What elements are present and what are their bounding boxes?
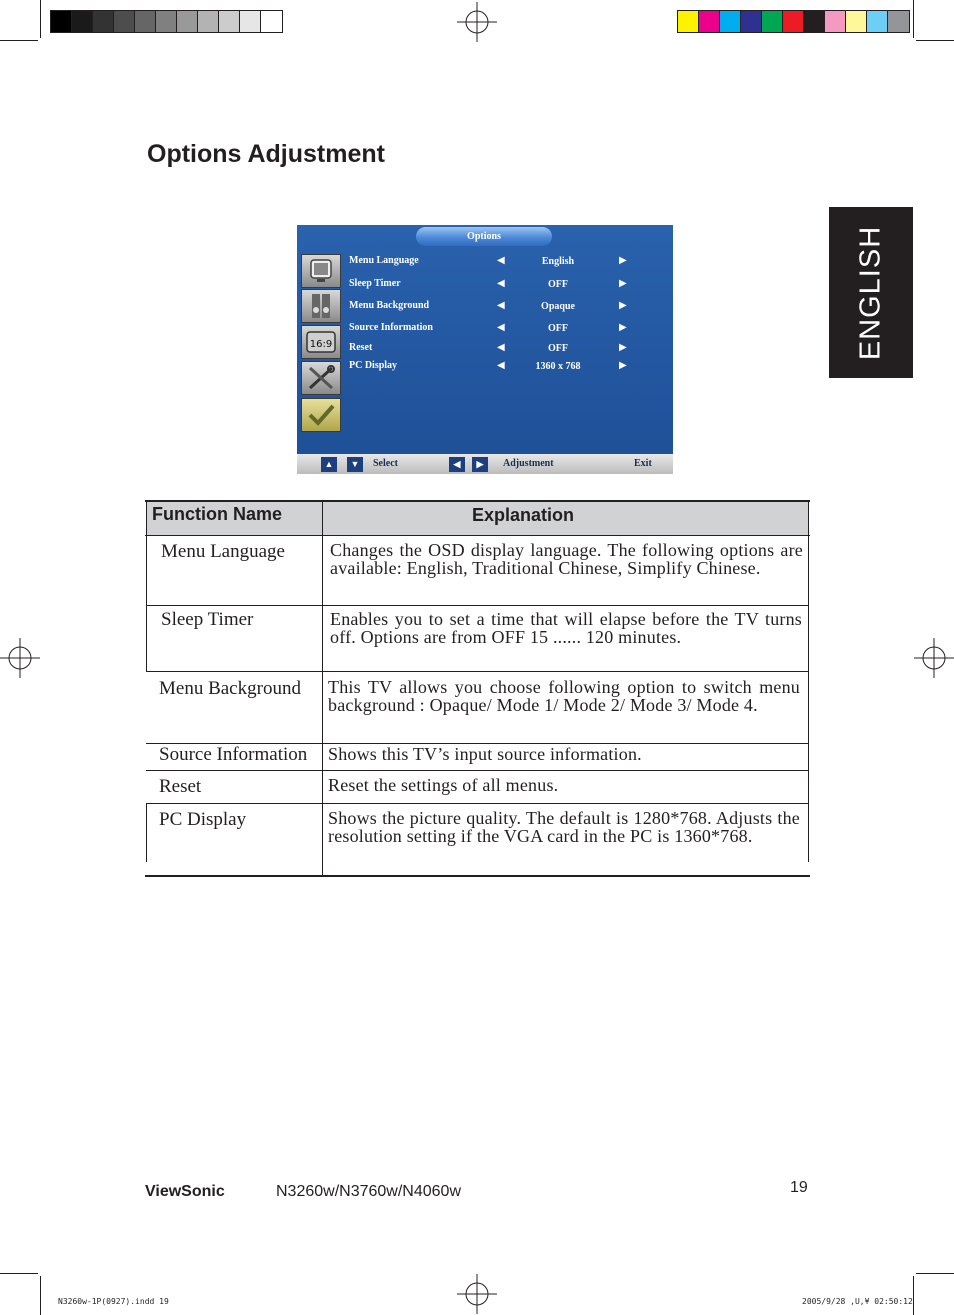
row-rule xyxy=(146,605,809,606)
color-swatch xyxy=(846,11,867,32)
tv-icon xyxy=(301,254,341,288)
table-left-rule xyxy=(146,803,147,862)
color-swatch xyxy=(219,11,240,32)
color-swatch xyxy=(240,11,261,32)
right-arrow-icon: ▶ xyxy=(619,255,627,266)
row-rule xyxy=(146,803,809,804)
osd-menu-item: Menu Language xyxy=(349,255,419,266)
osd-menu-value: Opaque xyxy=(541,301,575,312)
osd-select-label: Select xyxy=(373,458,398,469)
explanation-cell: Enables you to set a time that will elapse before the TV turns off. Options are from OFF 15 ...... 120 minutes. xyxy=(330,609,802,647)
osd-bottom-bar xyxy=(297,454,673,474)
explanation-cell: Changes the OSD display language. The following options are available: English, Traditional Chinese, Simplify Chinese. xyxy=(330,540,803,578)
color-swatch xyxy=(783,11,804,32)
right-arrow-icon: ▶ xyxy=(619,342,627,353)
header-explanation: Explanation xyxy=(472,505,575,525)
color-swatch xyxy=(114,11,135,32)
right-arrow-icon: ▶ xyxy=(619,278,627,289)
color-swatch xyxy=(720,11,741,32)
tools-icon xyxy=(301,361,341,395)
crop-mark xyxy=(0,1273,38,1274)
left-arrow-icon: ◀ xyxy=(497,360,505,371)
explanation-cell: Shows the picture quality. The default is 1280*768. Adjusts the resolution setting if the VGA card in the PC is 1360*768. xyxy=(328,808,800,846)
function-name-cell: Source Information xyxy=(159,744,308,765)
explanation-cell: Reset the settings of all menus. xyxy=(328,775,559,795)
table-left-rule xyxy=(146,502,147,671)
color-swatch xyxy=(825,11,846,32)
color-swatch xyxy=(156,11,177,32)
osd-menu-value: OFF xyxy=(548,343,568,354)
registration-mark-icon xyxy=(457,2,497,42)
language-tab-label: ENGLISH xyxy=(854,225,887,360)
registration-mark-icon xyxy=(914,638,954,678)
language-tab xyxy=(829,207,913,378)
header-function-name: Function Name xyxy=(152,504,283,524)
process-color-bar xyxy=(677,10,910,33)
right-arrow-icon: ▶ xyxy=(472,457,488,472)
crop-mark xyxy=(0,40,38,41)
left-arrow-icon: ◀ xyxy=(497,255,505,266)
gray-color-bar xyxy=(50,10,283,33)
down-arrow-icon: ▼ xyxy=(347,457,363,472)
footer-brand: ViewSonic xyxy=(145,1183,225,1200)
function-name-cell: Menu Background xyxy=(159,678,301,699)
color-swatch xyxy=(135,11,156,32)
osd-options-tab: Options xyxy=(416,227,552,246)
crop-mark xyxy=(913,0,914,38)
left-arrow-icon: ◀ xyxy=(497,300,505,311)
osd-menu-screenshot xyxy=(297,225,673,474)
color-swatch xyxy=(741,11,762,32)
color-swatch xyxy=(699,11,720,32)
crop-mark xyxy=(913,1276,914,1315)
checkmark-icon xyxy=(301,398,341,432)
color-swatch xyxy=(762,11,783,32)
explanation-cell: This TV allows you choose following option to switch menu background : Opaque/ Mode 1/ Mode 2/ Mode 3/ Mode 4. xyxy=(328,677,800,715)
osd-menu-item: Menu Background xyxy=(349,300,430,311)
svg-text:16:9: 16:9 xyxy=(309,339,333,350)
table-right-rule xyxy=(808,502,809,862)
color-swatch xyxy=(198,11,219,32)
color-swatch xyxy=(261,11,282,32)
crop-mark xyxy=(916,40,954,41)
osd-menu-value: English xyxy=(541,256,575,267)
color-swatch xyxy=(51,11,72,32)
footer-model: N3260w/N3760w/N4060w xyxy=(276,1183,461,1200)
color-swatch xyxy=(72,11,93,32)
table-header-rule xyxy=(145,535,810,536)
left-arrow-icon: ◀ xyxy=(497,278,505,289)
left-arrow-icon: ◀ xyxy=(497,322,505,333)
table-column-rule xyxy=(322,502,323,876)
table-top-rule xyxy=(145,500,810,502)
page-title: Options Adjustment xyxy=(147,140,385,168)
osd-menu-item: Sleep Timer xyxy=(349,278,401,289)
osd-menu-value: OFF xyxy=(548,279,568,290)
color-swatch xyxy=(867,11,888,32)
table-bottom-rule xyxy=(145,875,810,877)
osd-menu-item: Reset xyxy=(349,342,373,353)
color-swatch xyxy=(888,11,909,32)
color-swatch xyxy=(177,11,198,32)
function-name-cell: Reset xyxy=(159,776,202,797)
print-slug-date: 2005/9/28 ,U,¥ 02:50:12 xyxy=(802,1297,913,1306)
function-name-cell: PC Display xyxy=(159,809,247,830)
right-arrow-icon: ▶ xyxy=(619,322,627,333)
left-arrow-icon: ◀ xyxy=(497,342,505,353)
osd-menu-item: PC Display xyxy=(349,360,398,371)
row-rule xyxy=(146,770,809,771)
crop-mark xyxy=(40,1276,41,1315)
color-swatch xyxy=(804,11,825,32)
crop-mark xyxy=(916,1273,954,1274)
color-swatch xyxy=(93,11,114,32)
left-arrow-icon: ◀ xyxy=(449,457,465,472)
print-slug-file: N3260w-1P(0927).indd 19 xyxy=(58,1297,169,1306)
speaker-icon xyxy=(301,289,341,323)
aspect-ratio-icon xyxy=(301,325,341,359)
osd-menu-value: OFF xyxy=(548,323,568,334)
page-number: 19 xyxy=(790,1179,808,1196)
function-name-cell: Sleep Timer xyxy=(161,609,254,630)
function-name-cell: Menu Language xyxy=(161,541,285,562)
registration-mark-icon xyxy=(0,638,40,678)
osd-adjustment-label: Adjustment xyxy=(503,458,554,469)
right-arrow-icon: ▶ xyxy=(619,360,627,371)
crop-mark xyxy=(40,0,41,38)
registration-mark-icon xyxy=(457,1274,497,1314)
color-swatch xyxy=(678,11,699,32)
osd-menu-item: Source Information xyxy=(349,322,433,333)
explanation-cell: Shows this TV’s input source information. xyxy=(328,744,642,764)
osd-exit-label: Exit xyxy=(634,458,652,469)
up-arrow-icon: ▲ xyxy=(321,457,337,472)
right-arrow-icon: ▶ xyxy=(619,300,627,311)
row-rule xyxy=(146,671,809,672)
osd-menu-value: 1360 x 768 xyxy=(535,361,581,372)
